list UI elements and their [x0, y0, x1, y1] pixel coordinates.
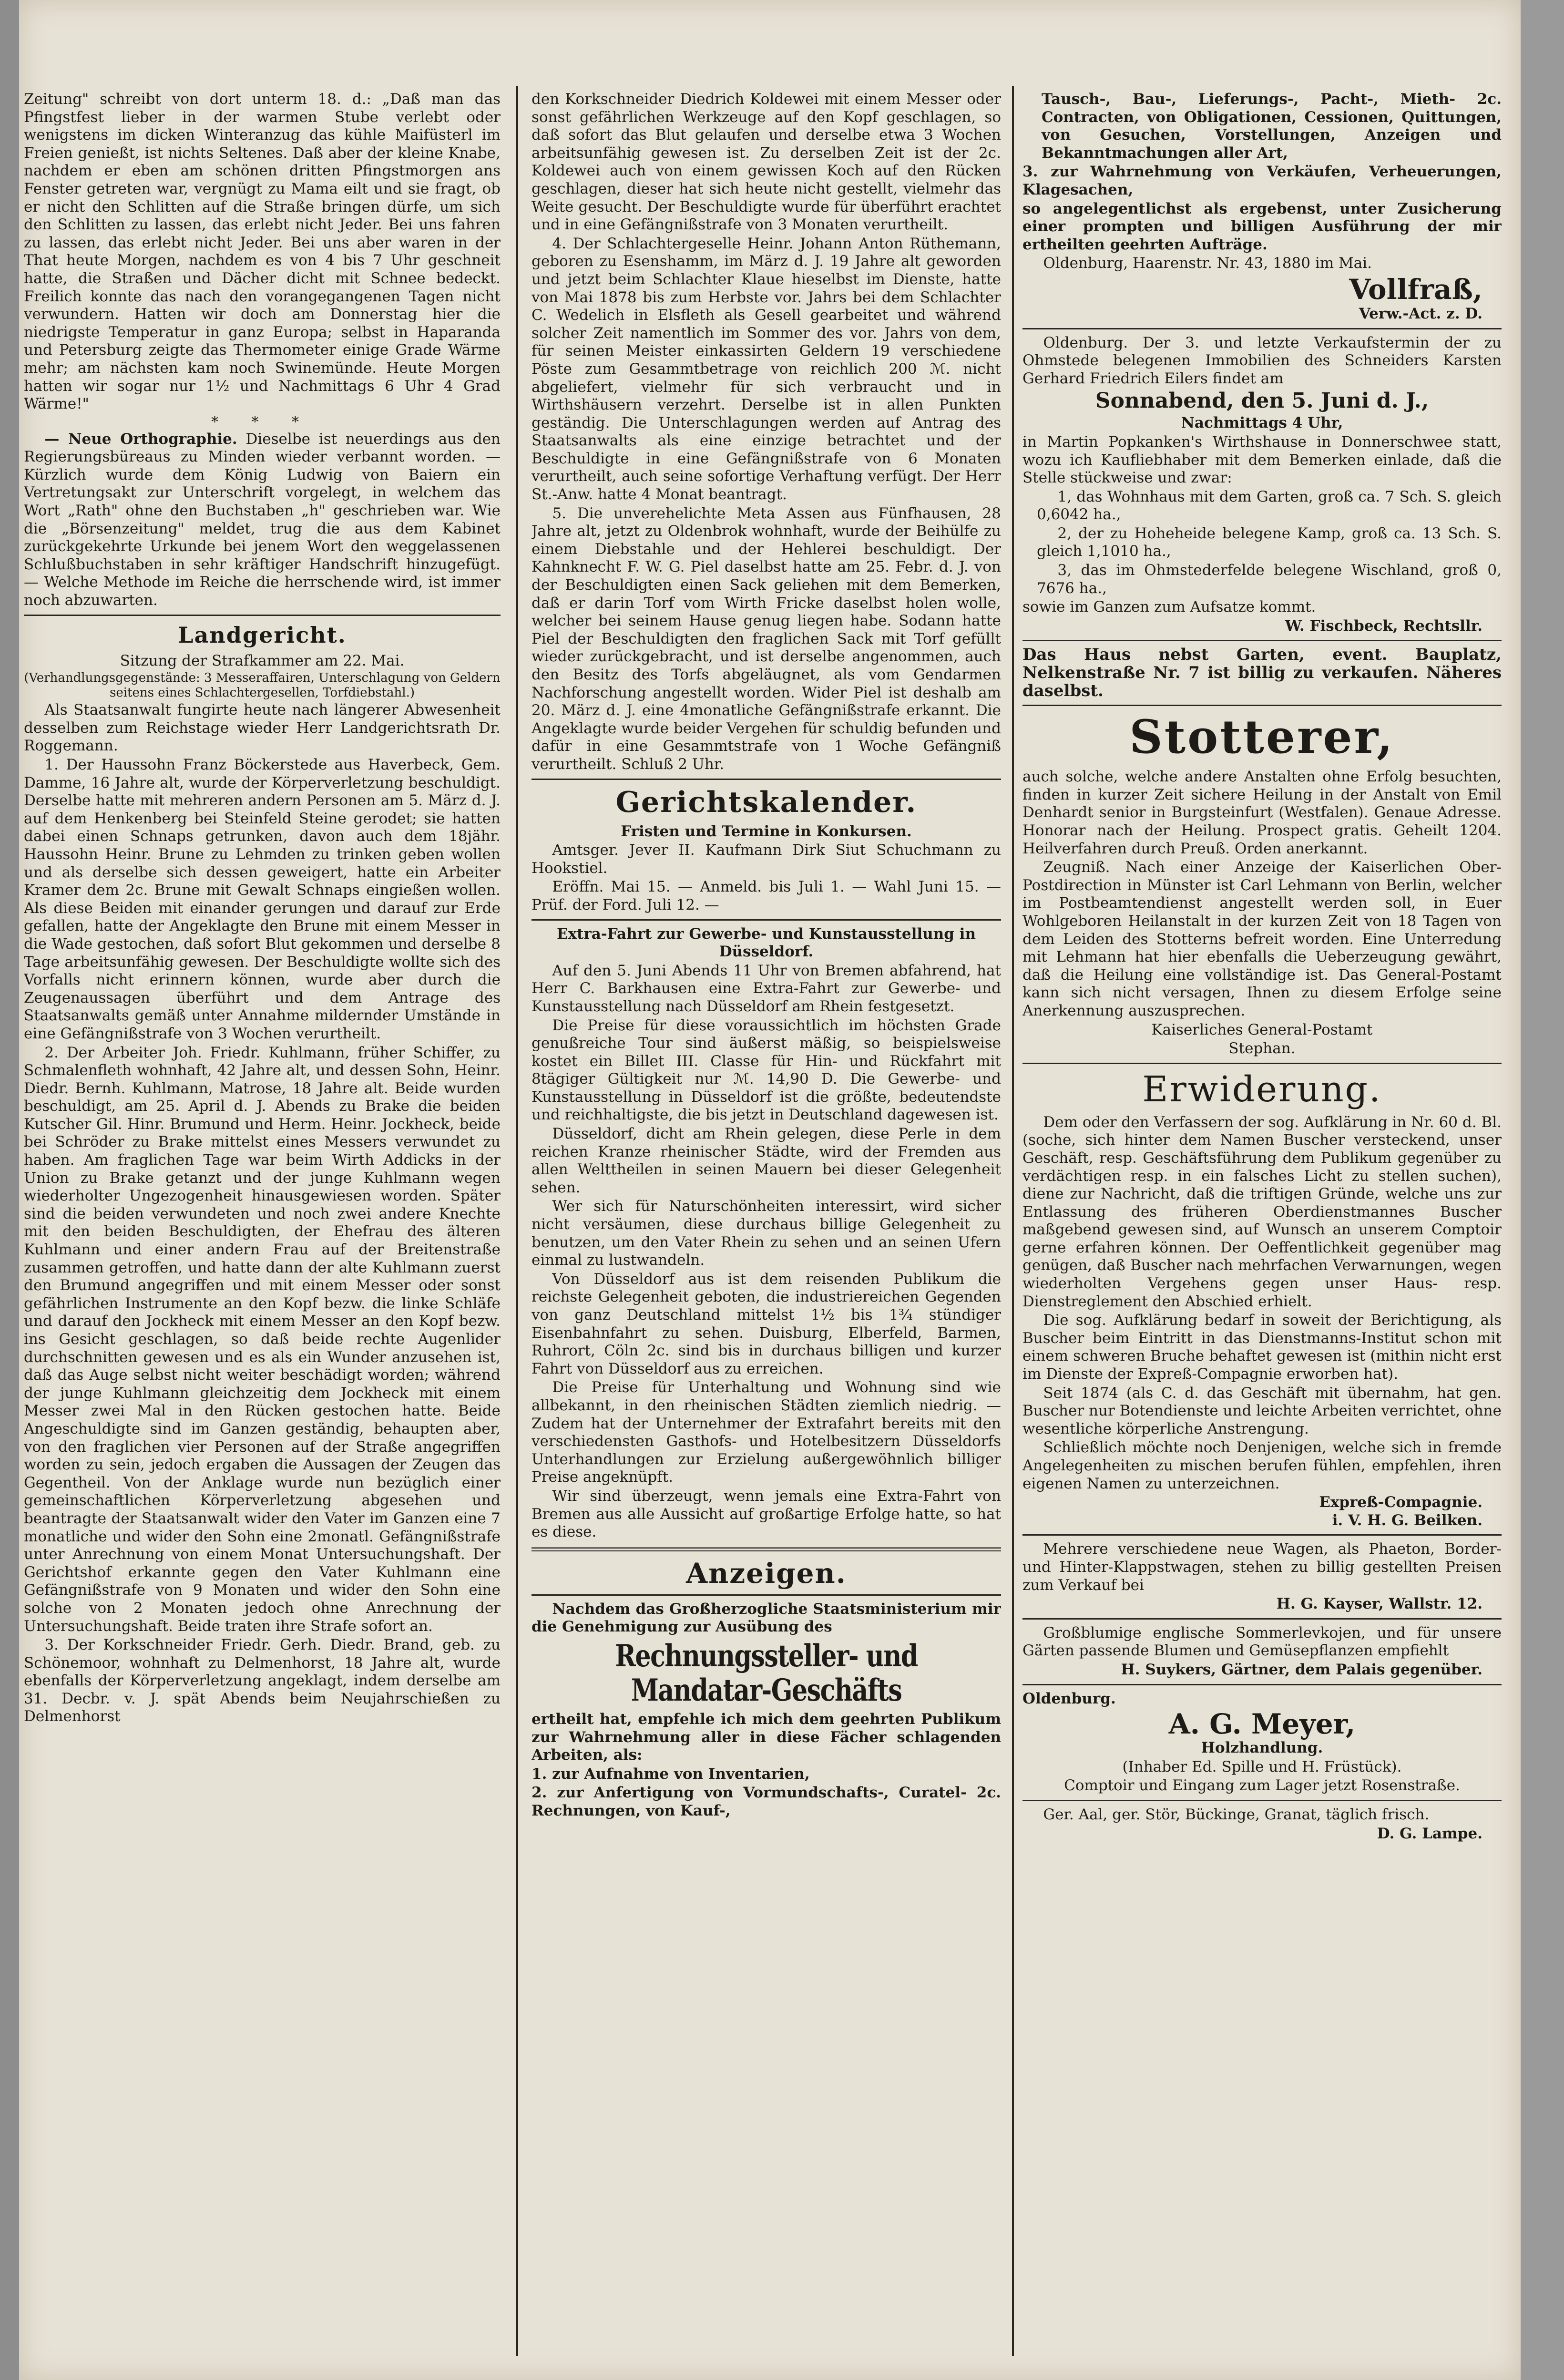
rechnungssteller-heading: Rechnungssteller- und Mandatar-Geschäfts — [615, 1638, 918, 1708]
scan-edge — [1521, 0, 1564, 2380]
extra-paragraph: Die Preise für Unterhaltung und Wohnung sind wie allbekannt, in den rheinischen Städten ziemlich niedrig. — Zudem hat der Unternehmer der Extrafahrt bereits mit den verschiedensten Gasthofs- und Hotelbesitzern Düsseldorfs Unterhandlungen zur Erzielung außergewöhnlich billiger Preise angeknüpft. — [532, 1379, 1001, 1486]
divider — [1022, 1534, 1502, 1536]
vollfrass-signature: Vollfraß, — [1349, 273, 1482, 306]
verhandlungen-line: (Verhandlungsgegenstände: 3 Messeraffairen, Unterschlagung von Geldern seitens eines Schlachtergesellen, Torfdiebstahl.) — [24, 671, 501, 700]
popkanken-text: in Martin Popkanken's Wirthshause in Donnerschwee statt, wozu ich Kaufliebhaber mit dem Bemerken einlade, daß die Stelle stückweise und zwar: — [1022, 433, 1502, 487]
anzeigen-intro: Nachdem das Großherzogliche Staatsministerium mir die Genehmigung zur Ausübung des — [532, 1600, 1001, 1636]
stotterer-text: auch solche, welche andere Anstalten ohne Erfolg besuchten, finden in kurzer Zeit sichere Heilung in der Anstalt von Emil Denhardt senior in Burgsteinfurt (Westfalen). Genaue Adresse. Honorar nach der Heilung. Prospect gratis. Geheilt 1204. Heilverfahren durch Preuß. Orden anerkannt. — [1022, 768, 1502, 857]
case-1: 1. Der Haussohn Franz Böckerstede aus Haverbeck, Gem. Damme, 16 Jahre alt, wurde der Körperverletzung beschuldigt. Derselbe hatte mit mehreren andern Personen am 5. März d. J. auf dem Henkenberg bei Steinfeld Steine gerodet; sie hatten dabei einen Schnaps getrunken, davon auch dem 18jähr. Haussohn Heinr. Brune zu Lehmden zu trinken geben wollen und als derselbe sich dessen geweigert, hatte ein Arbeiter Kramer dem 2c. Brune mit Gewalt Schnaps eingießen wollen. Als diese Beiden mit einander gerungen und darauf zur Erde gefallen, hatte der Angeklagte den Brune mit einem Messer in die Wade gestochen, daß sofort Blut gekommen und derselbe 8 Tage arbeitsunfähig gewesen. Der Beschuldigte wollte sich des Vorfalls nicht erinnern können, wurde aber durch die Zeugenaussagen überführt und dem Antrage des Staatsanwalts gemäß unter Annahme mildernder Umstände in eine Gefängnißstrafe von 3 Wochen verurtheilt. — [24, 756, 501, 1042]
gerichtskalender-heading: Gerichtskalender. — [615, 785, 917, 819]
beilken-signature: i. V. H. G. Beilken. — [1332, 1511, 1482, 1529]
divider — [1022, 1800, 1502, 1801]
extra-paragraph: Von Düsseldorf aus ist dem reisenden Publikum die reichste Gelegenheit geboten, die industriereichen Gegenden von ganz Deutschland mittelst 1½ bis 1¾ stündiger Eisenbahnfahrt zu sehen. Duisburg, Elberfeld, Barmen, Ruhrort, Cöln 2c. sind bis in durchaus billigen und kurzer Fahrt von Düsseldorf aus zu erreichen. — [532, 1270, 1001, 1377]
zeitung-paragraph: Zeitung" schreibt von dort unterm 18. d.: „Daß man das Pfingstfest lieber in der warmen Stube verlebt oder wenigstens im dicken Winteranzug das kühle Maifüsterl im Freien genießt, ist nichts Seltenes. Daß aber der kleine Knabe, nachdem er eben am schönen dritten Pfingstmorgen ans Fenster getreten war, vergnügt zu Mama eilt und sie fragt, ob er nicht den Schlitten auf die Straße bringen dürfe, um sich den Schlitten zu lassen, das erlebt nicht Jeder. Bei uns fahren zu lassen, das erlebt nicht Jeder. Bei uns aber waren in der That heute Morgen, nachdem es von 4 bis 7 Uhr geschneit hatte, die Straßen und Dächer dicht mit Schnee bedeckt. Freilich konnte das nach den vorangegangenen Tagen nicht verwundern. Hatten wir doch am Donnerstag hier die niedrigste Temperatur in ganz Europa; selbst in Haparanda und Petersburg zeigte das Thermometer einige Grade Wärme mehr; am nächsten kam noch Swinemünde. Heute Morgen hatten wir sogar nur 1½ und Nachmittags 6 Uhr 4 Grad Wärme!" — [24, 91, 501, 413]
kalender-text: Amtsger. Jever II. Kaufmann Dirk Siut Schuchmann zu Hookstiel. — [532, 841, 1001, 877]
rechnung-place: Oldenburg, Haarenstr. Nr. 43, 1880 im Mai. — [1043, 255, 1372, 272]
sale-item: 2, der zu Hoheheide belegene Kamp, groß ca. 13 Sch. S. gleich 1,1010 ha., — [1037, 524, 1502, 560]
holzhandlung-line: Holzhandlung. — [1201, 1739, 1323, 1757]
postamt-line: Kaiserliches General-Postamt — [1151, 1021, 1373, 1038]
lampe-signature: D. G. Lampe. — [1377, 1825, 1482, 1842]
extra-paragraph: Die Preise für diese voraussichtlich im höchsten Grade genußreiche Tour sind äußerst mäßig, so beispielsweise kostet ein Billet III. Classe für Hin- und Rückfahrt mit 8tägiger Gültigkeit nur ℳ. 14,90 D. Die Gewerbe- und Kunstausstellung in Düsseldorf ist die größte, bedeutendste und reichhaltigste, die bis jetzt in Deutschland dagewesen ist. — [532, 1016, 1001, 1124]
meyer-name: A. G. Meyer, — [1168, 1708, 1356, 1741]
newspaper-page — [19, 0, 1521, 2380]
rechnung-close: so angelegentlichst als ergebenst, unter Zusicherung einer prompten und billigen Ausführung der mir ertheilten geehrten Aufträge. — [1022, 200, 1502, 253]
rechnung-text: ertheilt hat, empfehle ich mich dem geehrten Publikum zur Wahrnehmung aller in diese Fächer schlagenden Arbeiten, als: — [532, 1710, 1001, 1764]
extra-fahrt-heading: Extra-Fahrt zur Gewerbe- und Kunstausstellung in Düsseldorf. — [556, 925, 976, 961]
zeugniss-text: Zeugniß. Nach einer Anzeige der Kaiserlichen Ober-Postdirection in Münster ist Carl Lehmann von Berlin, welcher im Postbeamtendienst angestellt werden soll, in Euer Wohlgeboren Heilanstalt in der kurzen Zeit von 18 Tagen von dem Leiden des Stotterns befreit worden. Eine Unterredung mit Lehmann hat hier ebenfalls die Ueberzeugung gewährt, daß die Heilung eine vollständige ist. Das General-Postamt kann sich nicht versagen, Ihnen zu diesem Erfolge seine Anerkennung auszusprechen. — [1022, 859, 1502, 1019]
column-3 — [1022, 91, 1502, 2351]
column-rule — [1012, 86, 1014, 2356]
case-3: 3. Der Korkschneider Friedr. Gerh. Diedr. Brand, geb. zu Schönemoor, wohnhaft zu Delmenhorst, 18 Jahre alt, wurde ebenfalls der Körperverletzung angeklagt, indem derselbe am 31. Decbr. v. J. spät Abends beim Neujahrschießen zu Delmenhorst — [24, 1636, 501, 1725]
case-3-continued: den Korkschneider Diedrich Koldewei mit einem Messer oder sonst gefährlichen Werkzeuge auf den Kopf geschlagen, so daß sofort das Blut gelaufen und derselbe etwa 3 Wochen arbeitsunfähig gewesen ist. Zu derselben Zeit ist der 2c. Koldewei auch von einem gewissen Koch auf den Rücken geschlagen, dieser hat sich heute nicht gestellt, vielmehr das Weite gesucht. Der Beschuldigte wurde für überführt erachtet und in eine Gefängnißstrafe von 3 Monaten verurtheilt. — [532, 91, 1001, 234]
wagen-notice: Mehrere verschiedene neue Wagen, als Phaeton, Border- und Hinter-Klappstwagen, stehen zu billig gestellten Preisen zum Verkauf bei — [1022, 1540, 1502, 1594]
rechnung-item-3: 3. zur Wahrnehmung von Verkäufen, Verheuerungen, Klagesachen, — [1022, 163, 1502, 198]
fischbeck-signature: W. Fischbeck, Rechtsllr. — [1285, 617, 1482, 635]
aal-notice: Ger. Aal, ger. Stör, Bückinge, Granat, täglich frisch. — [1043, 1806, 1430, 1823]
divider — [24, 615, 501, 616]
rechnung-item: 2. zur Anfertigung von Vormundschafts-, Curatel- 2c. Rechnungen, von Kauf-, — [532, 1784, 1001, 1819]
divider — [1022, 705, 1502, 706]
erwiderung-paragraph: Die sog. Aufklärung bedarf in soweit der Berichtigung, als Buscher beim Eintritt in das Dienstmanns-Institut schon mit einem schweren Bruche behaftet gewesen ist (mithin nicht erst im Dienste der Expreß-Compagnie erworben hat). — [1022, 1312, 1502, 1383]
rechnung-item: 1. zur Aufnahme von Inventarien, — [532, 1765, 810, 1783]
vollfrass-title: Verw.-Act. z. D. — [1359, 305, 1482, 322]
case-4: 4. Der Schlachtergeselle Heinr. Johann Anton Rüthemann, geboren zu Esenshamm, im März d. J. 19 Jahre alt geworden und jetzt beim Schlachter Klaue hieselbst im Dienste, hatte von Mai 1878 bis zum Herbste vor. Jahrs bei dem Schlachter C. Wedelich in Elsfleth als Gesell gearbeitet und während solcher Zeit namentlich im Sommer des vor. Jahrs von dem, für seinen Meister einkassirten Geldern 19 verschiedene Pöste zum Gesammtbetrage von reichlich 200 ℳ. nicht abgeliefert, vielmehr für sich verbraucht und in Wirthshäusern verzehrt. Derselbe ist in allen Punkten geständig. Die Unterschlagungen werden auf Antrag des Staatsanwalts als eine einzige betrachtet und der Beschuldigte in eine Gefängnißstrafe von 6 Monaten verurtheilt, auch seine sofortige Verhaftung verfügt. Der Herr St.-Anw. hatte 4 Monat beantragt. — [532, 235, 1001, 503]
haus-notice: Das Haus nebst Garten, event. Bauplatz, Nelkenstraße Nr. 7 ist billig zu verkaufen. Näheres daselbst. — [1022, 645, 1502, 700]
kalender-subheading: Fristen und Termine in Konkursen. — [621, 822, 912, 840]
erwiderung-paragraph: Schließlich möchte noch Denjenigen, welche sich in fremde Angelegenheiten zu mischen berufen fühlen, empfehlen, ihren eigenen Namen zu unterzeichnen. — [1022, 1439, 1502, 1492]
erwiderung-paragraph: Dem oder den Verfassern der sog. Aufklärung in Nr. 60 d. Bl. (soche, sich hinter dem Namen Buscher versteckend, unser Geschäft, resp. Geschäftsführung dem Publikum gegenüber zu verdächtigen resp. in ein falsches Licht zu stellen suchen), diene zur Nachricht, daß die triftigen Gründe, welche uns zur Entlassung des früheren Oberdienstmannes Buscher maßgebend gewesen sind, auf Wunsch an unserem Comptoir gerne erfahren können. Der Oeffentlichkeit gegenüber mag genügen, daß Buscher nach mehrfachen Verwarnungen, wegen wiederholten Vergehens gegen unser Haus- resp. Dienstreglement den Abschied erhielt. — [1022, 1113, 1502, 1310]
divider — [1022, 640, 1502, 641]
oldenburg-line: Oldenburg. — [1022, 1690, 1116, 1707]
levkojen-notice: Großblumige englische Sommerlevkojen, und für unsere Gärten passende Blumen und Gemüsepflanzen empfiehlt — [1022, 1624, 1502, 1660]
extra-paragraph: Wer sich für Naturschönheiten interessirt, wird sicher nicht versäumen, diese durchaus billige Gelegenheit zu benutzen, um den Vater Rhein zu sehen und an seinen Ufern einmal zu lustwandeln. — [532, 1198, 1001, 1269]
nachmittags-line: Nachmittags 4 Uhr, — [1181, 414, 1343, 432]
sale-item: 1, das Wohnhaus mit dem Garten, groß ca. 7 Sch. S. gleich 0,6042 ha., — [1037, 488, 1502, 523]
erwiderung-heading: Erwiderung. — [1142, 1068, 1382, 1110]
case-5: 5. Die unverehelichte Meta Assen aus Fünfhausen, 28 Jahre alt, jetzt zu Oldenbrok wohnhaft, wurde der Beihülfe zu einem Diebstahle und der Hehlerei beschuldigt. Der Kahnknecht F. W. G. Piel daselbst hatte am 25. Febr. d. J. von der Beschuldigten einen Sack geliehen mit dem Bemerken, daß er darin Torf vom Wirth Fricke daselbst holen wolle, welcher bei seinem Hause genug liegen habe. Sodann hatte Piel der Beschuldigten den fraglichen Sack mit Torf gefüllt wieder zurückgebracht, und ist derselbe angenommen, auch den Besitz des Torfs abgeläugnet, als vom Gendarmen Nachforschung angestellt worden. Wider Piel ist deshalb am 20. März d. J. eine 4monatliche Gefängnißstrafe erkannt. Die Angeklagte wurde beider Vergehen für schuldig befunden und dafür in eine Gesammtstrafe von 1 Woche Gefängniß verurtheilt. Schluß 2 Uhr. — [532, 504, 1001, 773]
suykers-signature: H. Suykers, Gärtner, dem Palais gegenüber. — [1121, 1661, 1482, 1678]
divider — [1022, 1063, 1502, 1064]
case-2: 2. Der Arbeiter Joh. Friedr. Kuhlmann, früher Schiffer, zu Schmalenfleth wohnhaft, 42 Jahre alt, und dessen Sohn, Heinr. Diedr. Bernh. Kuhlmann, Matrose, 18 Jahre alt. Beide wurden beschuldigt, am 25. April d. J. Abends zu Brake die beiden Kutscher Gil. Hinr. Brumund und Herm. Heinr. Jockheck, beide bei Schröder zu Brake mittelst eines Messers verwundet zu haben. Am fraglichen Tage war beim Wirth Addicks in der Union zu Brake getanzt und der junge Kuhlmann wegen wiederholter Ungezogenheit hinausgewiesen worden. Später sind die beiden verwundeten und noch zwei andere Knechte mit den beiden Beschuldigten, der Ehefrau des älteren Kuhlmann und einer andern Frau auf der Breitenstraße zusammen getroffen, und hatte dann der alte Kuhlmann zuerst den Brumund angegriffen und mit einem Messer oder sonst gefährlichen Instrumente an den Kopf bezw. die linke Schläfe und darauf den Jockheck mit einem Messer an den Kopf bezw. ins Gesicht geschlagen, so daß beide rechte Augenlider durchschnitten gewesen und es als ein Wunder anzusehen ist, daß das Auge selbst nicht weiter beschädigt worden; während der junge Kuhlmann gleichzeitig dem Jockheck mit einem Messer zwei Mal in den Rücken gestochen hatte. Beide Angeschuldigte sind im Ganzen geständig, behaupten aber, von den fraglichen vier Personen auf der Straße angegriffen worden zu sein, jedoch ergaben die Aussagen der Zeugen das Gegentheil. Von der Anklage wurde nun bezüglich einer gemeinschaftlichen Körperverletzung abgesehen und beantragte der Staatsanwalt wider den Vater im Ganzen eine 7 monatliche und wider den Sohn eine 2monatl. Gefängnißstrafe unter Anrechnung von einem Monat Untersuchungshaft. Der Gerichtshof erkannte gegen den Vater Kuhlmann eine Gefängnißstrafe von 9 Monaten und wider den Sohn eine solche von 2 Monaten jedoch ohne Anrechnung der Untersuchungshaft. Beide traten ihre Strafe sofort an. — [24, 1044, 501, 1635]
staatsanwalt-paragraph: Als Staatsanwalt fungirte heute nach längerer Abwesenheit desselben zum Reichstage wieder Herr Landgerichtsrath Dr. Roggemann. — [24, 701, 501, 755]
divider — [1022, 1684, 1502, 1685]
stotterer-heading: Stotterer, — [1129, 710, 1395, 764]
inhaber-line: (Inhaber Ed. Spille und H. Früstück). — [1122, 1758, 1402, 1775]
orthographie-text: Dieselbe ist neuerdings aus den Regierungsbüreaus zu Minden wieder verbannt worden. — Kürzlich wurde dem König Ludwig von Baiern ein Vertretungsakt zur Unterschrift vorgelegt, in welchem das Wort „Rath" ohne den Buchstaben „h" geschrieben war. Wie die „Börsenzeitung" meldet, trug die aus dem Kabinet zurückgekehrte Urkunde bei jenem Wort den weggelassenen Schlußbuchstaben in sehr kräftiger Handschrift hinzugefügt. — Welche Methode im Reiche die herrschende wird, ist immer noch abzuwarten. — [24, 430, 501, 609]
divider — [532, 919, 1001, 921]
landgericht-heading: Landgericht. — [178, 622, 347, 648]
kalender-dates: Eröffn. Mai 15. — Anmeld. bis Juli 1. — Wahl Juni 15. — Prüf. der Ford. Juli 12. — — [532, 878, 1001, 913]
express-signature: Expreß-Compagnie. — [1319, 1494, 1482, 1511]
sale-item: 3, das im Ohmstederfelde belegene Wischland, groß 0, 7676 ha., — [1037, 562, 1502, 597]
sonnabend-line: Sonnabend, den 5. Juni d. J., — [1095, 389, 1429, 413]
sitzung-line: Sitzung der Strafkammer am 22. Mai. — [120, 652, 405, 669]
stephan-line: Stephan. — [1228, 1040, 1296, 1057]
extra-paragraph: Wir sind überzeugt, wenn jemals eine Extra-Fahrt von Bremen aus alle Aussicht auf großartige Erfolge hatte, so hat es diese. — [532, 1487, 1001, 1541]
extra-paragraph: Auf den 5. Juni Abends 11 Uhr von Bremen abfahrend, hat Herr C. Barkhausen eine Extra-Fahrt zur Gewerbe- und Kunstausstellung nach Düsseldorf am Rhein festgesetzt. — [532, 962, 1001, 1015]
erwiderung-paragraph: Seit 1874 (als C. d. das Geschäft mit übernahm, hat gen. Buscher nur Botendienste und leichte Arbeiten verrichtet, ohne wesentliche körperliche Anstrengung. — [1022, 1384, 1502, 1437]
divider — [532, 1547, 1001, 1551]
divider — [532, 1594, 1001, 1596]
extra-paragraph: Düsseldorf, dicht am Rhein gelegen, diese Perle in dem reichen Kranze rheinischer Städte, wird der Fremden aus allen Welttheilen in seinen Mauern bei dieser Gelegenheit sehen. — [532, 1125, 1001, 1196]
divider — [532, 779, 1001, 780]
kayser-signature: H. G. Kayser, Wallstr. 12. — [1276, 1595, 1482, 1613]
column-rule — [516, 86, 518, 2356]
sowie-line: sowie im Ganzen zum Aufsatze kommt. — [1022, 598, 1316, 616]
oldenburg-notice: Oldenburg. Der 3. und letzte Verkaufstermin der zu Ohmstede belegenen Immobilien des Schneiders Karsten Gerhard Friedrich Eilers findet am — [1022, 334, 1502, 387]
divider — [1022, 328, 1502, 329]
orthographie-title: — Neue Orthographie. — [44, 430, 237, 448]
orthographie-paragraph — [24, 431, 501, 610]
section-stars: * * * — [211, 413, 314, 431]
column-1 — [24, 91, 501, 2351]
anzeigen-heading: Anzeigen. — [686, 1557, 847, 1590]
comptoir-line: Comptoir und Eingang zum Lager jetzt Rosenstraße. — [1064, 1777, 1460, 1795]
rechnung-continued: Tausch-, Bau-, Lieferungs-, Pacht-, Mieth- 2c. Contracten, von Obligationen, Cessionen, Quittungen, von Gesuchen, Vorstellungen, Anzeigen und Bekanntmachungen aller Art, — [1042, 91, 1502, 162]
column-2 — [532, 91, 1001, 2351]
divider — [1022, 1618, 1502, 1620]
